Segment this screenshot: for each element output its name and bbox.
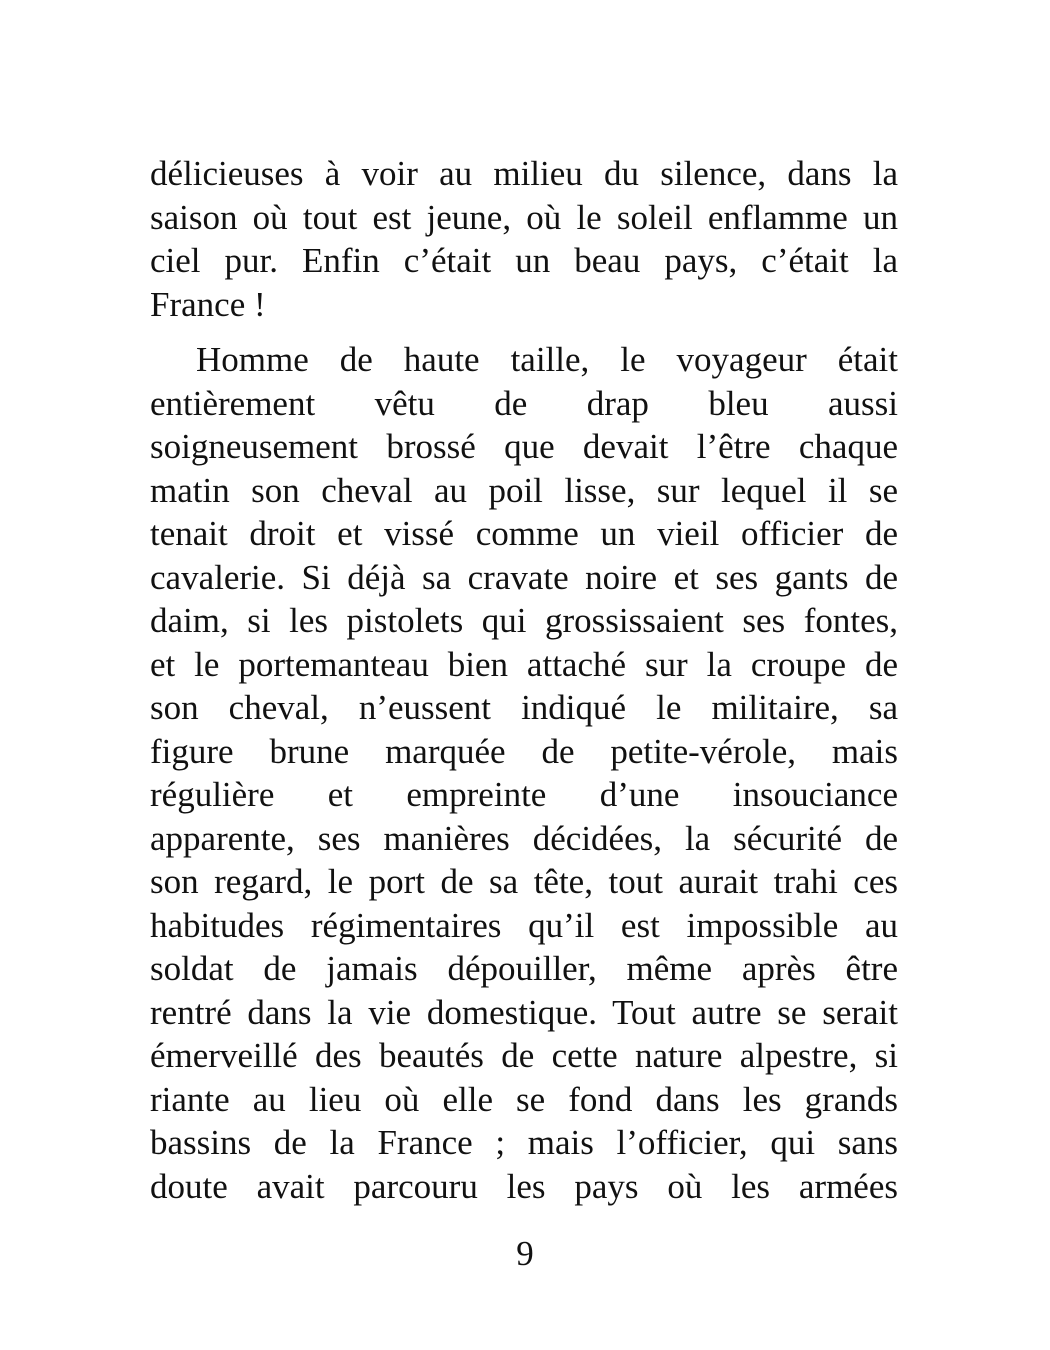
text-line: matin son cheval au poil lisse, sur lequel il se (150, 470, 898, 510)
text-line: son regard, le port de sa tête, tout aurait trahi ces (150, 862, 898, 901)
text-line: ciel pur. Enfin c’était un beau pays, c’était la (150, 241, 898, 280)
page-number: 9 (516, 1234, 534, 1273)
text-line: entièrement vêtu de drap bleu aussi (150, 383, 898, 423)
body-text (150, 152, 898, 1208)
text-line: daim, si les pistolets qui grossissaient ses fontes, (150, 601, 898, 640)
text-line: soldat de jamais dépouiller, même après être (150, 949, 898, 988)
paragraph-spacer (150, 326, 898, 338)
text-line: émerveillé des beautés de cette nature alpestre, si (150, 1036, 898, 1075)
text-line: rentré dans la vie domestique. Tout autre se serait (150, 992, 898, 1032)
text-line: riante au lieu où elle se fond dans les grands (150, 1079, 898, 1119)
text-line: et le portemanteau bien attaché sur la croupe de (150, 644, 898, 684)
text-line: apparente, ses manières décidées, la sécurité de (150, 818, 898, 858)
text-line: délicieuses à voir au milieu du silence, dans la (150, 154, 898, 193)
paragraph-1 (150, 152, 898, 326)
text-line: bassins de la France ; mais l’officier, qui sans (150, 1123, 898, 1162)
text-line: Homme de haute taille, le voyageur était (196, 340, 898, 379)
paragraph-2 (150, 338, 898, 1208)
text-line: doute avait parcouru les pays où les armées (150, 1166, 898, 1206)
text-line: régulière et empreinte d’une insouciance (150, 775, 898, 814)
text-line: figure brune marquée de petite-vérole, mais (150, 731, 898, 771)
text-line: son cheval, n’eussent indiqué le militaire, sa (150, 688, 898, 727)
text-line: tenait droit et vissé comme un vieil officier de (150, 514, 898, 553)
text-line: saison où tout est jeune, où le soleil enflamme un (150, 197, 898, 237)
text-line: cavalerie. Si déjà sa cravate noire et ses gants de (150, 557, 898, 597)
text-line: France ! (150, 284, 266, 324)
text-line: soigneusement brossé que devait l’être chaque (150, 427, 898, 466)
text-line: habitudes régimentaires qu’il est impossible au (150, 905, 898, 945)
